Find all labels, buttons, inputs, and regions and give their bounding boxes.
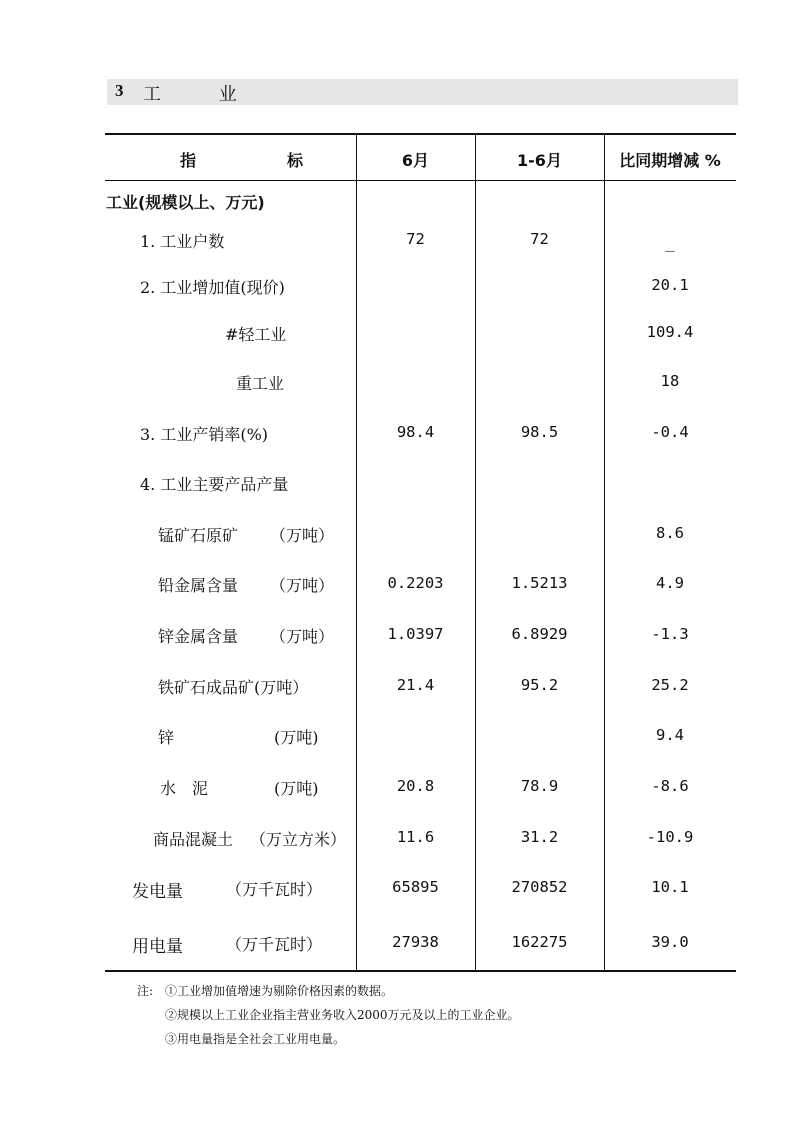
row-yoy: -8.6 (651, 777, 689, 795)
row-june: 98.4 (396, 423, 435, 441)
row-jan-june: 1.5213 (511, 574, 568, 592)
row-yoy: 9.4 (656, 726, 684, 744)
row-label: 锌金属含量 (158, 627, 239, 646)
header-jan-june: 1-6月 (517, 151, 562, 170)
row-jan-june: 6.8929 (511, 625, 568, 643)
row-june: 0.2203 (387, 574, 444, 592)
row-yoy: 20.1 (651, 276, 689, 294)
row-jan-june: 31.2 (520, 828, 559, 846)
note-item: ②规模以上工业企业指主营业务收入2000万元及以上的工业企业。 (165, 1008, 520, 1022)
row-june: 20.8 (396, 777, 435, 795)
row-unit: （万千瓦时） (226, 880, 323, 899)
notes-prefix: 注: (137, 984, 154, 998)
row-label: 锰矿石原矿 (158, 526, 239, 545)
row-yoy: 10.1 (651, 878, 689, 896)
section-title: 工 业 (143, 84, 263, 105)
row-yoy: 109.4 (646, 323, 694, 341)
row-yoy: 4.9 (656, 574, 684, 592)
row-june: 72 (406, 230, 425, 248)
table-header-rule (105, 180, 736, 181)
row-unit: （万立方米） (250, 830, 347, 849)
section-number: 3 (115, 81, 124, 100)
header-indicator-b: 标 (287, 151, 304, 170)
row-yoy: 25.2 (651, 676, 689, 694)
row-jan-june: 78.9 (520, 777, 559, 795)
header-june: 6月 (401, 151, 430, 170)
row-june: 1.0397 (387, 625, 444, 643)
row-yoy: 18 (660, 372, 680, 390)
header-indicator-a: 指 (180, 151, 197, 170)
header-yoy: 比同期增减 % (619, 151, 721, 170)
note-item: ①工业增加值增速为剔除价格因素的数据。 (165, 984, 394, 998)
table-top-rule (105, 133, 736, 135)
row-yoy: _ (665, 234, 675, 252)
row-unit: （万千瓦时） (226, 935, 323, 954)
row-label: 3. 工业产销率(%) (140, 425, 269, 444)
row-yoy: 39.0 (651, 933, 689, 951)
row-label: 用电量 (132, 937, 183, 957)
row-label: 重工业 (236, 374, 285, 393)
row-june: 65895 (392, 878, 439, 896)
note-item: ③用电量指是全社会工业用电量。 (165, 1032, 346, 1046)
row-jan-june: 95.2 (520, 676, 559, 694)
row-label: 商品混凝土 (153, 830, 234, 849)
row-unit: (万吨） (254, 678, 309, 697)
row-label: 锌 (158, 728, 175, 747)
row-june: 21.4 (396, 676, 435, 694)
row-yoy: -10.9 (646, 828, 694, 846)
row-unit: （万吨） (270, 627, 335, 646)
row-jan-june: 270852 (511, 878, 568, 896)
row-label: 2. 工业增加值(现价) (140, 278, 285, 297)
row-label: 1. 工业户数 (140, 232, 225, 251)
section-header (107, 79, 738, 105)
row-label: 发电量 (132, 882, 183, 902)
row-unit: （万吨） (270, 576, 335, 595)
row-june: 27938 (392, 933, 439, 951)
table-bottom-rule (105, 970, 736, 972)
row-yoy: 8.6 (656, 524, 684, 542)
row-yoy: -1.3 (651, 625, 689, 643)
row-label: 水 泥 (160, 779, 209, 798)
row-label: 铁矿石成品矿 (158, 678, 255, 697)
row-june: 11.6 (396, 828, 435, 846)
row-unit: (万吨) (274, 779, 319, 798)
row-jan-june: 72 (530, 230, 549, 248)
row-label: 铅金属含量 (158, 576, 239, 595)
row-yoy: -0.4 (651, 423, 689, 441)
group-label: 工业(规模以上、万元) (106, 193, 265, 212)
row-label: 4. 工业主要产品产量 (140, 475, 289, 494)
row-unit: (万吨) (274, 728, 319, 747)
row-jan-june: 162275 (511, 933, 568, 951)
row-jan-june: 98.5 (520, 423, 559, 441)
row-unit: （万吨） (270, 526, 335, 545)
row-label: #轻工业 (225, 325, 287, 344)
